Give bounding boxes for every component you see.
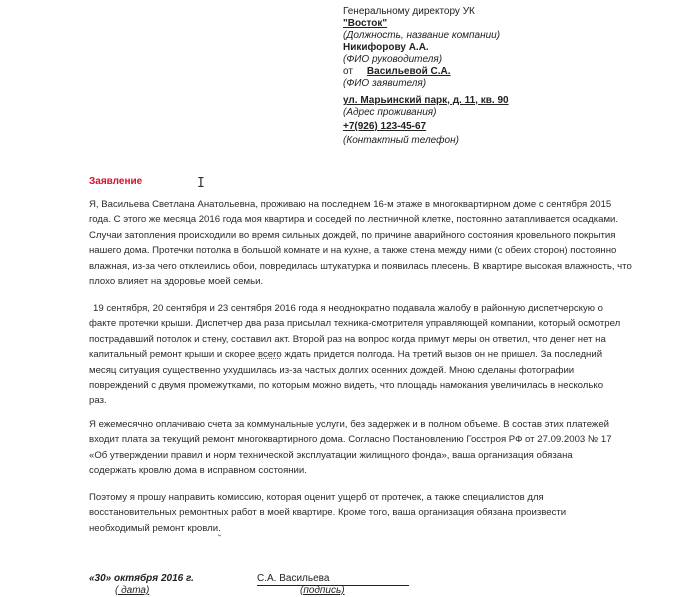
director-name: Никифорову А.А.	[343, 42, 429, 53]
text-line: Поэтому я прошу направить комиссию, которая оценит ущерб от протечек, а также специалистов для	[89, 492, 544, 503]
text-line: повреждений с двумя промежутками, по которым можно видеть, что площадь намокания увеличилась в несколько	[89, 380, 604, 392]
date-caption-text: ( дата)	[115, 585, 150, 596]
signature-line: С.А. Васильева	[257, 573, 409, 586]
text-line: факте протечки крыши. Диспетчер два раза присылал техника-смотрителя управляющей компании, который осмотрел	[89, 318, 621, 330]
signature-caption-text: (подпись)	[300, 585, 345, 596]
text-segment: ждать придется полгода. На третий вызов он не пришел. За последний	[281, 349, 603, 361]
paragraph-4	[89, 490, 617, 536]
text-line: входит плата за текущий ремонт многоквартирного дома. Согласно Постановлению Госстроя РФ от 27.09.2003 № 17	[89, 434, 612, 446]
text-line	[89, 347, 626, 362]
text-line: Случаи затопления происходили во время сильных дождей, по причине аварийного состояния кровельного покрытия	[89, 229, 616, 241]
text-segment: необходимый ремонт кровли	[89, 522, 219, 534]
text-line: влажная, из-за чего отклеились обои, повредилась штукатурка и появилась плесень. В квартире высокая влажность, что	[89, 260, 632, 272]
applicant-phone: +7(926) 123-45-67	[343, 121, 427, 132]
text-line: Я, Васильева Светлана Анатольевна, проживаю на последнем 16-м этаже в многоквартирном доме с сентября 2015	[89, 199, 612, 210]
position-caption: (Должность, название компании)	[343, 30, 501, 41]
text-segment: капитальный ремонт крыши и скорее	[89, 349, 258, 361]
phone-caption: (Контактный телефон)	[343, 135, 459, 146]
text-line: восстановительных ремонтных работ в моей квартире. Кроме того, ваша организация обязана произвести	[89, 507, 567, 519]
text-line: раз.	[89, 395, 107, 407]
director-caption: (ФИО руководителя)	[343, 54, 443, 65]
applicant-name: Васильевой С.А.	[366, 66, 451, 77]
applicant-address: ул. Марьинский парк, д. 11, кв. 90	[343, 95, 509, 106]
address-caption: (Адрес проживания)	[343, 107, 437, 118]
paragraph-1	[89, 197, 645, 289]
text-line: плохо влияет на здоровье моей семьи.	[89, 276, 264, 288]
text-line: Я ежемесячно оплачиваю счета за коммунальные услуги, без задержек и в полном объеме. В состав этих платежей	[89, 419, 610, 430]
text-line: года. С этого же месяца 2016 года моя квартира и соседей по лестничной клетке, постоянно затапливается осадками.	[89, 214, 619, 226]
text-line: месяц ситуация существенно ухудшилась из-за частых долгих осенних дождей. Мною сделаны фотографии	[89, 364, 575, 376]
document-date: «30» октября 2016 г.	[89, 573, 194, 584]
text-line: пострадавший потолок и стену, составил акт. Второй раз на вопрос когда примут меры он ответил, что денег нет на	[89, 333, 606, 345]
from-label: от	[343, 66, 353, 77]
recipient-position: Генеральному директору УК	[343, 6, 475, 17]
text-line: 19 сентября, 20 сентября и 23 сентября 2016 года я неоднократно подавала жалобу в районную диспетчерскую о	[93, 303, 603, 314]
document-title: Заявление	[89, 176, 143, 187]
spellcheck-word: всего	[257, 349, 282, 361]
text-line: содержать кровлю дома в исправном состоянии.	[89, 465, 307, 477]
date-caption	[115, 585, 149, 597]
signature-caption	[300, 585, 345, 597]
ibeam-cursor-icon: I	[197, 176, 205, 191]
text-line: нашего дома. Протечки потолка в большой комнате и на кухне, а также стена между ними (с обеих сторон) постоянно	[89, 245, 617, 257]
grammar-mark: .	[218, 522, 221, 534]
text-line	[89, 521, 617, 536]
text-line: «Об утверждении правил и норм технической эксплуатации жилищного фонда», ваша организация обязана	[89, 449, 573, 461]
applicant-line	[343, 66, 451, 78]
paragraph-3	[89, 417, 641, 479]
company-name: "Восток"	[343, 18, 388, 29]
paragraph-2	[89, 301, 626, 409]
applicant-caption: (ФИО заявителя)	[343, 78, 427, 89]
